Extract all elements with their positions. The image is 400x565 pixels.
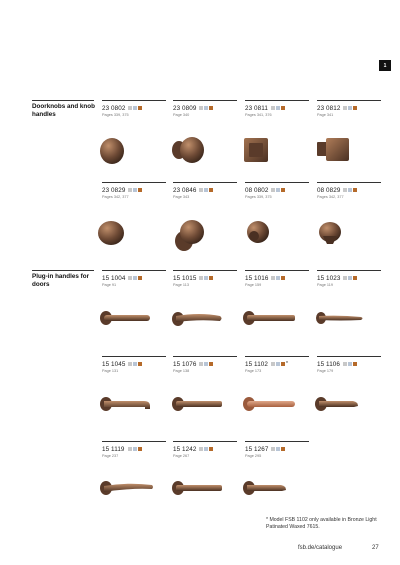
tapered-knob-icon <box>313 218 347 248</box>
finish-swatch <box>133 447 137 451</box>
lever-short-icon <box>241 476 291 498</box>
finish-swatch <box>353 362 357 366</box>
product-code: 15 1076 <box>173 360 197 368</box>
page-reference: Page 341 <box>317 113 334 117</box>
finish-swatch <box>276 362 280 366</box>
finish-swatch <box>199 362 203 366</box>
finish-swatch <box>209 188 213 192</box>
page-reference: Pages 341, 376 <box>245 113 272 117</box>
page-reference: Pages 339, 375 <box>102 113 129 117</box>
product-15-1023[interactable] <box>317 270 381 288</box>
page-reference: Page 119 <box>317 283 333 287</box>
product-code: 15 1102 <box>245 360 268 368</box>
product-code: 23 0802 <box>102 104 126 112</box>
section-rule <box>32 270 94 271</box>
finish-swatch <box>281 106 285 110</box>
finish-swatch <box>276 106 280 110</box>
lever-bent-icon <box>98 392 154 414</box>
finish-swatch <box>353 276 357 280</box>
product-code: 15 1004 <box>102 274 126 282</box>
page-reference: Page 295 <box>245 454 262 458</box>
page-reference: Page 138 <box>173 369 190 373</box>
product-code: 15 1023 <box>317 274 341 282</box>
finish-swatch <box>138 362 142 366</box>
page-reference: Page 340 <box>173 113 190 117</box>
finish-swatch <box>199 188 203 192</box>
section-rule <box>32 100 94 101</box>
finish-swatch <box>128 447 132 451</box>
finish-swatch <box>128 188 132 192</box>
footer-url[interactable]: fsb.de/catalogue <box>298 545 343 551</box>
lever-straight-icon <box>170 392 226 414</box>
page-reference: Page 113 <box>173 283 189 287</box>
finish-swatch <box>343 362 347 366</box>
product-08-0802[interactable] <box>245 182 309 200</box>
finish-swatch <box>343 276 347 280</box>
finish-swatch <box>353 106 357 110</box>
finish-swatch <box>281 276 285 280</box>
product-15-1004[interactable] <box>102 270 166 288</box>
product-15-1119[interactable] <box>102 441 166 459</box>
finish-swatch <box>204 106 208 110</box>
finish-swatch <box>204 276 208 280</box>
product-code: 15 1119 <box>102 445 125 453</box>
section-title-doorknobs: Doorknobs and knob handles <box>32 103 95 118</box>
product-code: 15 1015 <box>173 274 197 282</box>
finish-swatch <box>209 106 213 110</box>
finish-swatch <box>138 106 142 110</box>
finish-swatch <box>209 362 213 366</box>
page-reference: Page 237 <box>102 454 119 458</box>
lever-flat-icon <box>241 306 299 328</box>
finish-swatch <box>133 106 137 110</box>
finish-swatch <box>271 188 275 192</box>
footnote: * Model FSB 1102 only available in Bronze Light Patinated Waxed 7615. <box>266 517 377 530</box>
finish-swatch <box>343 188 347 192</box>
finish-swatch <box>138 188 142 192</box>
finish-swatch <box>204 188 208 192</box>
lever-straight-icon <box>98 306 154 328</box>
product-15-1015[interactable] <box>173 270 237 288</box>
page-reference: Page 343 <box>173 195 190 199</box>
product-code: 23 0809 <box>173 104 197 112</box>
product-code: 08 0829 <box>317 186 341 194</box>
oval-knob-icon <box>94 217 128 249</box>
finish-swatch <box>343 106 347 110</box>
finish-swatch <box>348 276 352 280</box>
finish-swatch <box>128 362 132 366</box>
finish-swatch <box>348 106 352 110</box>
finish-swatch <box>199 106 203 110</box>
product-code: 15 1267 <box>245 445 269 453</box>
lever-short-icon <box>313 392 363 414</box>
finish-swatch <box>133 362 137 366</box>
finish-swatch <box>133 188 137 192</box>
page-reference: Page 179 <box>317 369 334 373</box>
page-reference: Pages 339, 375 <box>245 195 272 199</box>
product-code: 15 1016 <box>245 274 269 282</box>
product-15-1016[interactable] <box>245 270 309 288</box>
page-reference: Page 267 <box>173 454 190 458</box>
product-15-1045[interactable] <box>102 356 166 374</box>
finish-swatch <box>271 447 275 451</box>
cylinder-knob-icon <box>242 218 276 248</box>
product-15-1106[interactable] <box>317 356 381 374</box>
finish-swatch <box>281 362 285 366</box>
page-reference: Page 131 <box>102 369 119 373</box>
round-knob-small-icon <box>96 134 128 166</box>
finish-swatch <box>271 362 275 366</box>
knob-on-rose-icon <box>169 215 209 255</box>
product-15-1076[interactable] <box>173 356 237 374</box>
product-code: 23 0846 <box>173 186 197 194</box>
product-08-0829[interactable] <box>317 182 381 200</box>
page-reference: Pages 342, 377 <box>102 195 129 199</box>
finish-swatch <box>209 276 213 280</box>
round-knob-rose-icon <box>168 133 208 167</box>
finish-swatch <box>199 276 203 280</box>
finish-swatch <box>204 447 208 451</box>
product-23-0811[interactable] <box>245 100 309 118</box>
product-23-0809[interactable] <box>173 100 237 118</box>
footnote-marker: * <box>286 361 288 367</box>
lever-straight-icon <box>170 476 226 498</box>
page-reference: Page 173 <box>245 369 262 373</box>
lever-curved-icon <box>170 306 226 328</box>
finish-swatch <box>133 276 137 280</box>
product-23-0812[interactable] <box>317 100 381 118</box>
square-knob-rose-icon <box>314 133 354 167</box>
product-15-1102[interactable] <box>245 356 309 374</box>
product-code: 15 1242 <box>173 445 197 453</box>
product-23-0802[interactable] <box>102 100 166 118</box>
square-knob-icon <box>240 133 274 167</box>
product-code: 23 0812 <box>317 104 341 112</box>
finish-swatch <box>276 188 280 192</box>
product-23-0829[interactable] <box>102 182 166 200</box>
page-number: 27 <box>372 545 379 551</box>
page-reference: Page 159 <box>245 283 262 287</box>
lever-light-icon <box>241 392 299 414</box>
product-23-0846[interactable] <box>173 182 237 200</box>
product-code: 15 1106 <box>317 360 340 368</box>
section-title-plug-in: Plug-in handles for doors <box>32 273 90 288</box>
finish-swatch <box>276 447 280 451</box>
page-reference: Page 91 <box>102 283 117 287</box>
product-code: 23 0811 <box>245 104 268 112</box>
chapter-tab: 1 <box>379 60 391 71</box>
product-15-1242[interactable] <box>173 441 237 459</box>
product-code: 15 1045 <box>102 360 126 368</box>
finish-swatch <box>138 447 142 451</box>
finish-swatch <box>128 106 132 110</box>
finish-swatch <box>199 447 203 451</box>
finish-swatch <box>271 276 275 280</box>
finish-swatch <box>271 106 275 110</box>
finish-swatch <box>276 276 280 280</box>
finish-swatch <box>281 447 285 451</box>
product-code: 23 0829 <box>102 186 126 194</box>
finish-swatch <box>204 362 208 366</box>
lever-arc-icon <box>98 476 156 498</box>
page-reference: Pages 342, 377 <box>317 195 344 199</box>
finish-swatch <box>138 276 142 280</box>
finish-swatch <box>209 447 213 451</box>
finish-swatch <box>348 188 352 192</box>
product-code: 08 0802 <box>245 186 269 194</box>
finish-swatch <box>128 276 132 280</box>
product-15-1267[interactable] <box>245 441 309 459</box>
finish-swatch <box>353 188 357 192</box>
finish-swatch <box>281 188 285 192</box>
lever-slim-icon <box>313 306 369 328</box>
finish-swatch <box>348 362 352 366</box>
